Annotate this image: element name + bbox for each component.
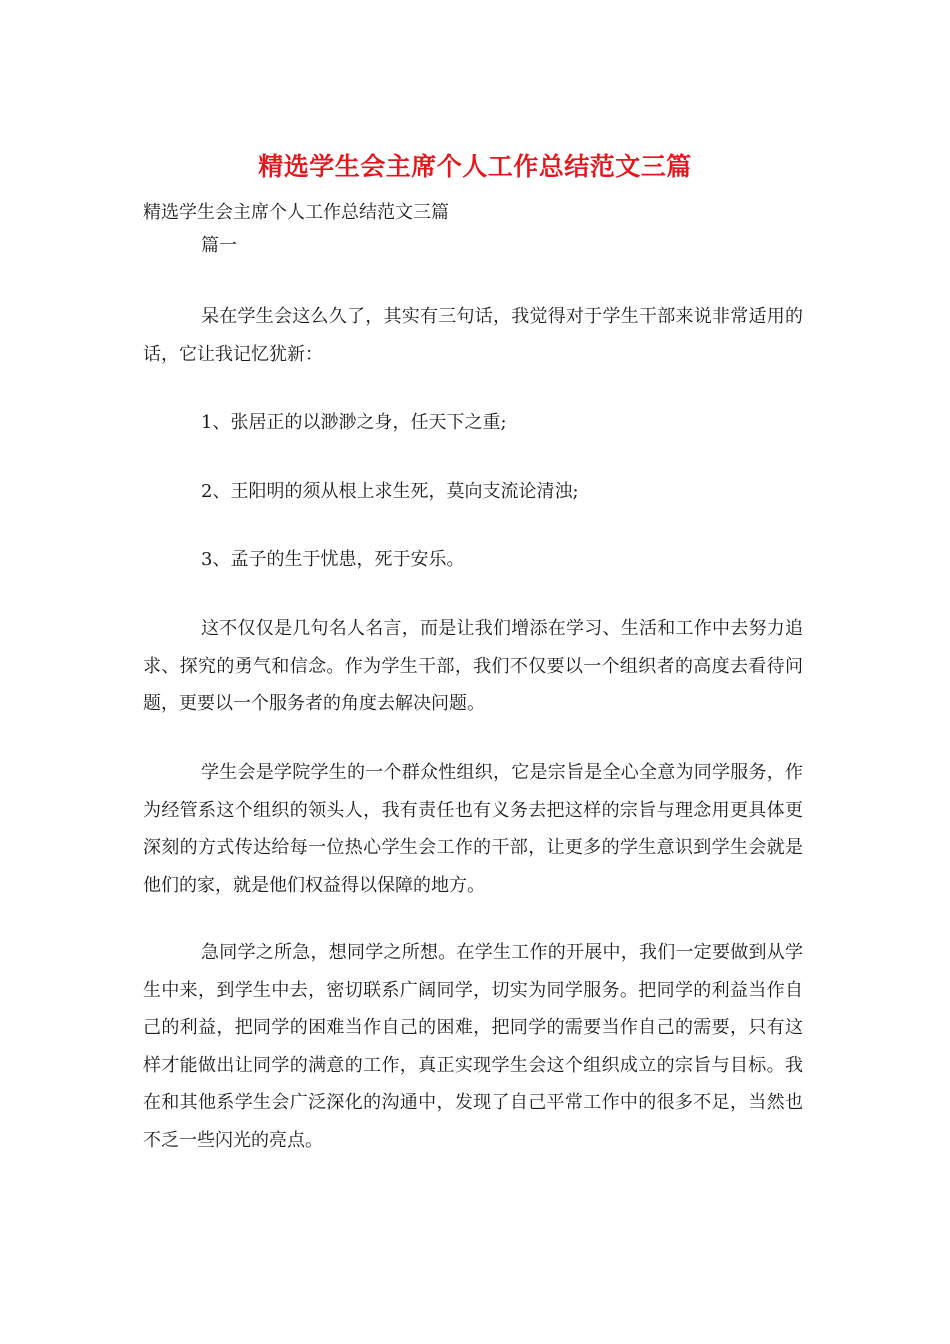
paragraph-body-3: 急同学之所急，想同学之所想。在学生工作的开展中，我们一定要做到从学生中来，到学生中去，密切联系广阔同学，切实为同学服务。把同学的利益当作自己的利益，把同学的困难当作自己的困难，把同学的需要当作自己的需要，只有这样才能做出让同学的满意的工作，真正实现学生会这个组织成立的宗旨与目标。我在和其他系学生会广泛深化的沟通中，发现了自己平常工作中的很多不足，当然也不乏一些闪光的亮点。 [143, 942, 803, 1151]
paragraph-quote-1: 1、张居正的以渺渺之身，任天下之重; [201, 412, 507, 433]
paragraph-body-1: 这不仅仅是几句名人名言，而是让我们增添在学习、生活和工作中去努力追求、探究的勇气和信念。作为学生干部，我们不仅要以一个组织者的高度去看待问题，更要以一个服务者的角度去解决问题。 [143, 618, 803, 714]
paragraph-quote-3: 3、孟子的生于忧患，死于安乐。 [201, 549, 465, 570]
paragraph-quote-2: 2、王阳明的须从根上求生死，莫向支流论清浊; [201, 481, 579, 502]
paragraph-intro: 呆在学生会这么久了，其实有三句话，我觉得对于学生干部来说非常适用的话，它让我记忆犹新： [143, 306, 803, 365]
part-label: 篇一 [201, 235, 237, 256]
document-title: 精选学生会主席个人工作总结范文三篇 [258, 152, 692, 181]
paragraph-body-2: 学生会是学院学生的一个群众性组织，它是宗旨是全心全意为同学服务，作为经管系这个组织的领头人，我有责任也有义务去把这样的宗旨与理念用更具体更深刻的方式传达给每一位热心学生会工作的干部，让更多的学生意识到学生会就是他们的家，就是他们权益得以保障的地方。 [143, 762, 803, 896]
document-subtitle: 精选学生会主席个人工作总结范文三篇 [143, 202, 449, 223]
